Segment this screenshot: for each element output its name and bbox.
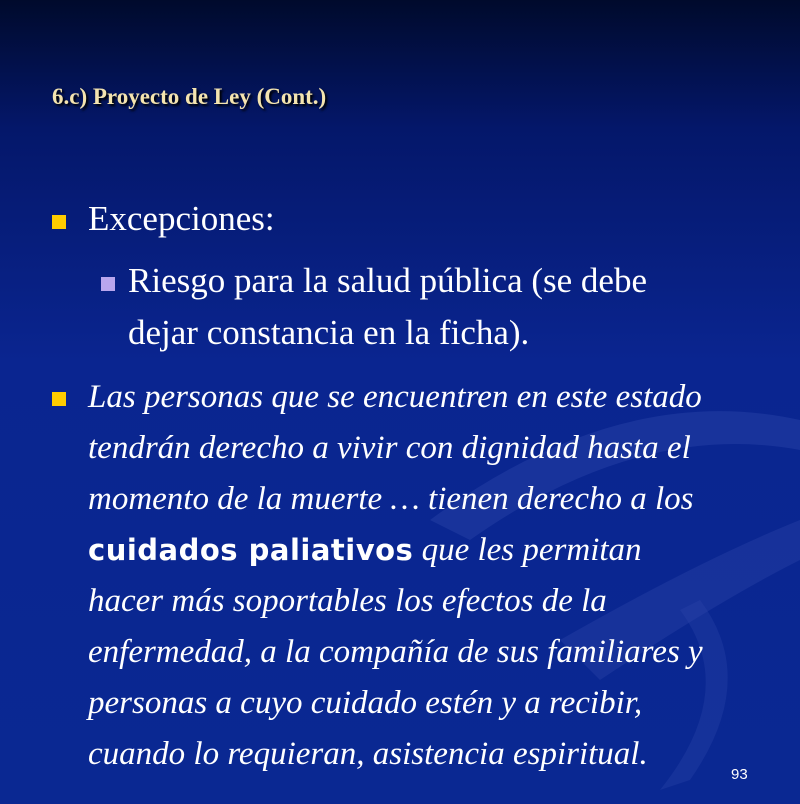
- paragraph-line: tendrán derecho a vivir con dignidad hasta el: [88, 430, 691, 466]
- paragraph-line-with-emphasis: [88, 525, 788, 576]
- bullet-excepciones: Excepciones:: [88, 199, 275, 238]
- italic-paragraph: [88, 372, 788, 780]
- paragraph-line: cuando lo requieran, asistencia espiritual.: [88, 736, 648, 772]
- page-number: 93: [731, 766, 748, 783]
- paragraph-line: momento de la muerte … tienen derecho a los: [88, 481, 694, 517]
- emphasis-cuidados-paliativos: cuidados paliativos: [88, 533, 414, 567]
- square-bullet-icon: [52, 392, 66, 406]
- paragraph-line: enfermedad, a la compañía de sus familiares y: [88, 634, 703, 670]
- paragraph-line: Las personas que se encuentren en este estado: [88, 379, 702, 415]
- paragraph-line: personas a cuyo cuidado estén y a recibir,: [88, 685, 643, 721]
- slide-title: 6.c) Proyecto de Ley (Cont.): [52, 84, 327, 109]
- square-bullet-icon: [52, 215, 66, 229]
- square-sub-bullet-icon: [101, 277, 115, 291]
- sub-bullet-line-1: Riesgo para la salud pública (se debe: [128, 261, 647, 300]
- paragraph-line: hacer más soportables los efectos de la: [88, 583, 607, 619]
- sub-bullet-line-2: dejar constancia en la ficha).: [128, 313, 530, 352]
- paragraph-line-tail: que les permitan: [413, 532, 642, 568]
